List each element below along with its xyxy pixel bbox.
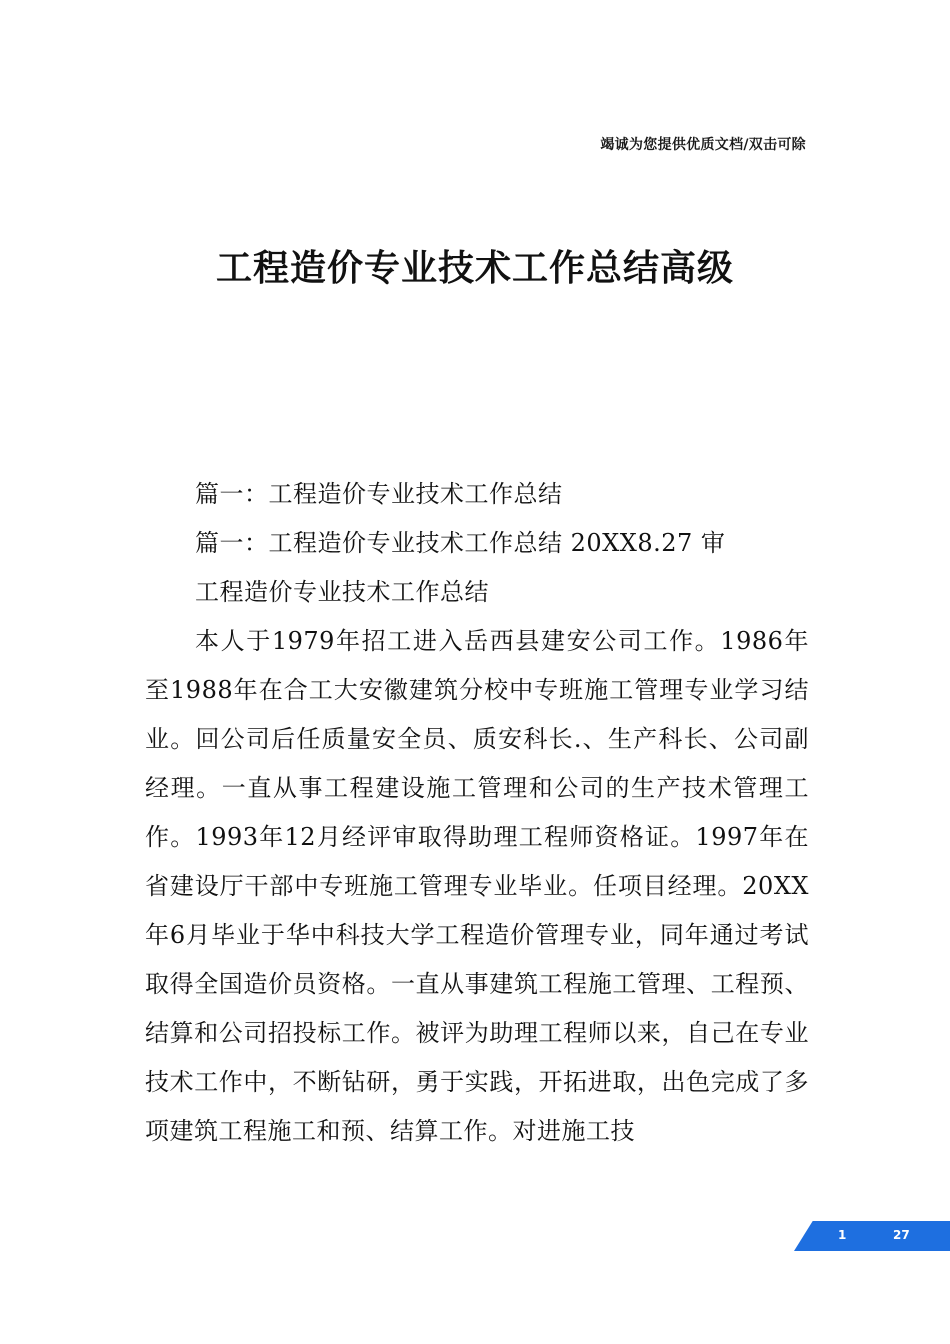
body-paragraph: 本人于1979年招工进入岳西县建安公司工作。1986年至1988年在合工大安徽建筑分校中专班施工管理专业学习结业。回公司后任质量安全员、质安科长.、生产科长、公司副经理。一直从事工程建设施工管理和公司的生产技术管理工作。1993年12月经评审取得助理工程师资格证。1997年在省建设厅干部中专班施工管理专业毕业。任项目经理。20XX年6月毕业于华中科技大学工程造价管理专业，同年通过考试取得全国造价员资格。一直从事建筑工程施工管理、工程预、结算和公司招投标工作。被评为助理工程师以来，自己在专业技术工作中，不断钻研，勇于实践，开拓进取，出色完成了多项建筑工程施工和预、结算工作。对进施工技 — [145, 627, 809, 1145]
document-body — [145, 470, 809, 1156]
body-line: 篇一：工程造价专业技术工作总结 20XX8.27 审 — [195, 529, 726, 557]
header-note: 竭诚为您提供优质文档/双击可除 — [600, 137, 806, 153]
body-line: 工程造价专业技术工作总结 — [195, 578, 489, 606]
body-line: 篇一：工程造价专业技术工作总结 — [195, 480, 563, 508]
document-title: 工程造价专业技术工作总结高级 — [215, 248, 734, 289]
page-current-number: 1 — [838, 1228, 847, 1242]
page-indicator-tab — [794, 1221, 950, 1251]
page-total-number: 27 — [893, 1228, 910, 1242]
